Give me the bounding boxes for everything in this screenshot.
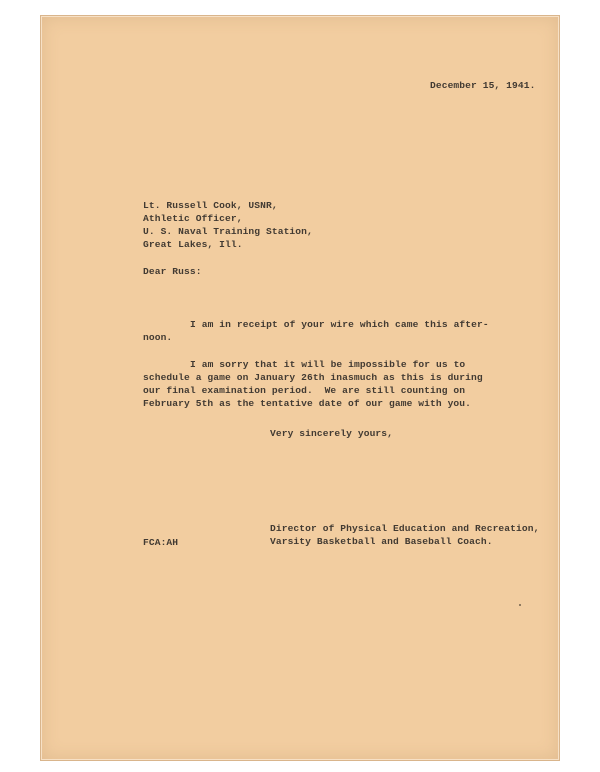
recipient-city: Great Lakes, Ill. [143,239,243,250]
signature-line-1: Director of Physical Education and Recreation, [270,523,540,534]
recipient-name: Lt. Russell Cook, USNR, [143,200,278,211]
closing: Very sincerely yours, [270,428,394,439]
body-paragraph-1-line-1: I am in receipt of your wire which came this after- [190,319,489,330]
reference-initials: FCA:AH [143,537,179,548]
body-paragraph-2-line-2: schedule a game on January 26th inasmuch as this is during [143,372,483,383]
body-paragraph-1-line-2: noon. [143,332,173,343]
signature-line-2: Varsity Basketball and Baseball Coach. [270,536,493,547]
paper-speck [519,604,521,606]
letter-date: December 15, 1941. [430,80,536,91]
body-paragraph-2-line-3: our final examination period. We are still counting on [143,385,466,396]
salutation: Dear Russ: [143,266,202,277]
body-paragraph-2-line-4: February 5th as the tentative date of our game with you. [143,398,472,409]
recipient-title: Athletic Officer, [143,213,243,224]
letter-page [40,15,560,761]
body-paragraph-2-line-1: I am sorry that it will be impossible for us to [190,359,466,370]
recipient-station: U. S. Naval Training Station, [143,226,313,237]
